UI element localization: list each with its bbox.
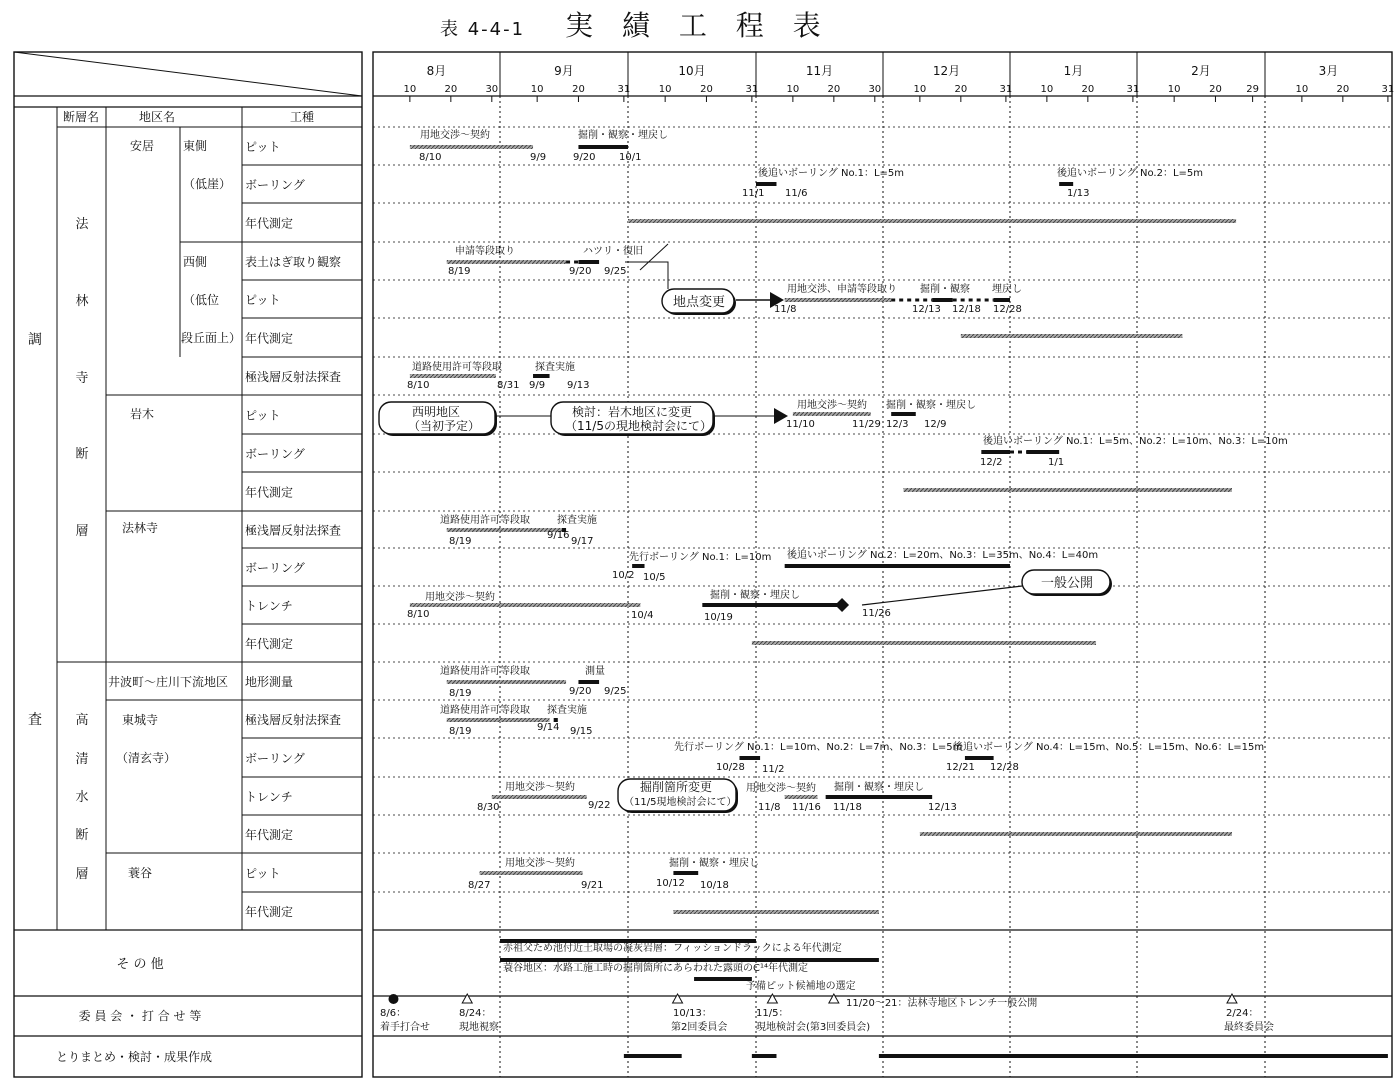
annotation-text: 先行ボーリング No.1：L=10m、No.2：L=7m、No.3：L=5m — [674, 742, 963, 753]
annotation-text: 10/12 — [656, 878, 685, 889]
day-tick-label: 20 — [444, 84, 458, 95]
area-label: 段丘面上） — [181, 331, 242, 345]
day-tick-label: 29 — [1246, 84, 1259, 95]
annotation-text: 10/18 — [700, 880, 729, 891]
row-label-other: そ の 他 — [116, 957, 164, 972]
month-label: 8月 — [426, 64, 447, 78]
day-tick-label: 31 — [1381, 84, 1395, 95]
bar-period — [785, 298, 892, 302]
annotation-text: ハツリ・復旧 — [583, 246, 643, 257]
annotation-text: 9/13 — [567, 380, 590, 391]
area-label: 岩木 — [130, 407, 155, 421]
annotation-text: 8/19 — [449, 726, 472, 737]
annotation-text: 道路使用許可等段取 — [440, 515, 530, 526]
bar-actual — [981, 450, 1010, 454]
bar-actual — [578, 145, 628, 149]
month-label: 12月 — [932, 64, 961, 78]
annotation-text: 申請等段取り — [455, 246, 515, 257]
annotation-text: 11/8 — [758, 802, 781, 813]
annotation-text: 12/21 — [946, 762, 975, 773]
annotation-text: 掘削・観察・埋戻し — [669, 858, 759, 869]
area-label: 井波町～庄川下流地区 — [108, 675, 229, 689]
annotation-text: 用地交渉～契約 — [505, 782, 575, 793]
table-number: 表 4-4-1 — [440, 19, 526, 40]
annotation-text: 12/9 — [924, 419, 947, 430]
annotation-text: 9/25 — [604, 266, 627, 277]
bar-actual — [1059, 182, 1073, 186]
bar-period — [410, 603, 641, 607]
day-tick-label: 10 — [786, 84, 800, 95]
area-label: （清玄寺） — [116, 751, 177, 765]
bar-period — [785, 795, 818, 799]
day-tick-label: 20 — [954, 84, 968, 95]
day-tick-label: 30 — [485, 84, 499, 95]
annotation-text: 8/19 — [449, 536, 472, 547]
bar-actual — [578, 680, 599, 684]
table-grid — [14, 52, 1392, 1077]
meeting-triangle-marker — [1227, 994, 1237, 1003]
work-label: ピット — [245, 140, 281, 154]
work-label: 地形測量 — [245, 675, 294, 689]
annotation-text: 11/10 — [786, 419, 815, 430]
annotation-text: 8/10 — [407, 609, 430, 620]
bar-actual — [500, 958, 879, 962]
annotation-text: 11/29 — [852, 419, 881, 430]
work-label: ピット — [245, 293, 281, 307]
annotation-text: 用地交渉～契約 — [746, 783, 816, 794]
fault-name-char: 水 — [75, 790, 89, 805]
annotation-text: 10/4 — [631, 610, 654, 621]
annotation-text: 検討：岩木地区に変更 — [572, 405, 693, 419]
area-label: （低崖） — [183, 177, 232, 191]
bar-actual — [739, 756, 760, 760]
annotation-text: 埋戻し — [992, 284, 1022, 295]
bar-actual — [702, 603, 842, 607]
work-label: ピット — [245, 408, 281, 423]
annotation-text: 最終委員会 — [1224, 1022, 1274, 1033]
annotation-text: 予備ピット候補地の選定 — [746, 981, 856, 992]
work-label: ボーリング — [245, 561, 305, 575]
area-label: 安居 — [130, 139, 155, 153]
annotation-text: 9/14 — [537, 722, 560, 733]
annotation-text: 用地交渉、申請等段取り — [787, 284, 897, 295]
day-tick-label: 10 — [1167, 84, 1181, 95]
bar-actual — [578, 260, 599, 264]
bar-period — [752, 641, 1096, 645]
annotation-text: 9/25 — [604, 686, 627, 697]
fault-name-char: 高 — [75, 713, 89, 728]
work-label: 極浅層反射法探査 — [245, 370, 342, 384]
annotation-text: 11/5： — [756, 1008, 789, 1019]
work-label: トレンチ — [245, 599, 293, 613]
annotation-text: 測量 — [585, 666, 605, 677]
annotation-text: 掘削・観察 — [920, 284, 970, 295]
work-label: トレンチ — [245, 790, 293, 804]
header-fault: 断層名 — [62, 110, 100, 124]
bar-actual — [673, 871, 698, 875]
bar-actual — [932, 298, 952, 302]
annotation-text: 蓑谷地区：水路工施工時の掘削箇所にあらわれた露頭のC¹⁴年代測定 — [503, 963, 808, 974]
annotation-text: 9/9 — [529, 380, 546, 391]
annotation-text: 11/16 — [792, 802, 821, 813]
annotation-text: 着手打合せ — [380, 1022, 430, 1033]
bar-period — [410, 374, 496, 378]
day-tick-label: 10 — [403, 84, 417, 95]
bar-actual — [624, 1054, 682, 1058]
day-tick-label: 10 — [530, 84, 544, 95]
day-tick-label: 20 — [572, 84, 585, 95]
month-label: 1月 — [1063, 64, 1084, 78]
annotation-text: 用地交渉～契約 — [797, 400, 867, 411]
bar-period — [447, 680, 566, 684]
table-title: 実 績 工 程 表 — [565, 9, 831, 42]
row-label-summary: とりまとめ・検討・成果作成 — [55, 1050, 213, 1064]
annotation-text: 9/21 — [581, 880, 604, 891]
annotation-text: 探査実施 — [547, 705, 587, 716]
day-tick-label: 10 — [658, 84, 672, 95]
annotation-text: 9/20 — [569, 266, 592, 277]
annotation-text: 一般公開 — [1041, 576, 1094, 591]
annotation-text: 12/28 — [990, 762, 1019, 773]
annotation-text: 赤祖父ため池付近土取場の凝灰岩層：フィッションドラックによる年代測定 — [503, 943, 842, 954]
bar-period — [903, 488, 1231, 492]
day-tick-label: 20 — [700, 84, 713, 95]
annotation-text: 12/2 — [980, 457, 1003, 468]
day-tick-label: 20 — [1209, 84, 1222, 95]
work-label: ピット — [245, 866, 281, 881]
annotation-text: 12/13 — [912, 304, 941, 315]
annotation-text: 後追いボーリング No.1：L=5m — [758, 168, 904, 179]
annotation-text: 10/13： — [673, 1008, 712, 1019]
annotation-text: 西明地区 — [412, 405, 461, 419]
annotation-text: 9/20 — [573, 152, 596, 163]
annotation-text: 1/13 — [1067, 188, 1090, 199]
row-label-committee: 委 員 会 ・ 打 合 せ 等 — [78, 1009, 202, 1023]
bar-actual — [994, 298, 1010, 302]
annotation-text: 用地交渉～契約 — [425, 592, 495, 603]
bar-period — [447, 260, 566, 264]
day-tick-label: 10 — [913, 84, 927, 95]
bar-period — [920, 832, 1232, 836]
annotation-text: 1/1 — [1048, 457, 1065, 468]
month-label: 11月 — [805, 64, 834, 78]
day-tick-label: 31 — [745, 84, 759, 95]
annotation-text: 10/5 — [643, 572, 666, 583]
fault-name-char: 林 — [75, 294, 89, 309]
day-tick-label: 20 — [1081, 84, 1095, 95]
bar-period — [961, 334, 1183, 338]
meeting-triangle-marker — [767, 994, 777, 1003]
annotation-text: 現地検討会(第3回委員会) — [756, 1022, 871, 1033]
bar-period — [628, 219, 1236, 223]
annotation-text: 11/1 — [742, 188, 765, 199]
annotation-text: 12/18 — [952, 304, 981, 315]
day-tick-label: 10 — [1040, 84, 1054, 95]
annotation-text: 8/24： — [459, 1008, 492, 1019]
annotation-text: 11/26 — [862, 608, 891, 619]
day-tick-label: 30 — [868, 84, 882, 95]
annotation-text: 後追いボーリング No.1：L=5m、No.2：L=10m、No.3：L=10m — [983, 436, 1288, 447]
fault-name-char: 層 — [75, 867, 89, 882]
work-label: ボーリング — [245, 751, 305, 766]
annotation-text: （11/5現地検討会にて） — [624, 797, 737, 808]
day-tick-label: 31 — [617, 84, 631, 95]
fault-name-char: 法 — [75, 217, 89, 232]
annotation-text: 後追いボーリング No.4：L=15m、No.5：L=15m、No.6：L=15m — [953, 742, 1265, 753]
work-label: ボーリング — [245, 447, 305, 461]
annotation-text: 掘削・観察・埋戻し — [834, 782, 924, 793]
annotation-text: 12/13 — [928, 802, 957, 813]
area-label: 蓑谷 — [128, 866, 153, 880]
bar-period — [480, 871, 583, 875]
annotation-text: 後追いボーリング No.2：L=5m — [1057, 168, 1203, 179]
bar-period — [447, 528, 562, 532]
annotation-text: 地点変更 — [673, 295, 726, 310]
annotation-text: 8/6： — [380, 1008, 407, 1019]
leader-line — [625, 262, 668, 289]
annotation-text: 先行ボーリング No.1：L=10m — [629, 552, 772, 563]
annotation-text: 12/3 — [886, 419, 909, 430]
work-label: 極浅層反射法探査 — [245, 713, 342, 727]
annotation-text: 8/30 — [477, 802, 500, 813]
work-label: 年代測定 — [245, 485, 294, 500]
month-label: 2月 — [1191, 64, 1211, 78]
annotation-text: 掘削・観察・埋戻し — [886, 400, 976, 411]
annotation-text: 9/20 — [569, 686, 592, 697]
area-label: 西側 — [183, 255, 208, 269]
annotation-text: 探査実施 — [557, 515, 597, 526]
annotation-text: 現地視察 — [459, 1022, 499, 1033]
bar-period — [793, 412, 871, 416]
bar-actual — [632, 564, 644, 568]
annotation-text: 8/19 — [449, 688, 472, 699]
annotation-text: 9/9 — [530, 152, 547, 163]
annotation-text: 後追いボーリング No.2：L=20m、No.3：L=35m、No.4：L=40m — [787, 550, 1099, 561]
day-tick-label: 20 — [1336, 84, 1350, 95]
annotation-text: 8/10 — [419, 152, 442, 163]
annotation-text: 10/28 — [716, 762, 745, 773]
annotation-text: 探査実施 — [535, 362, 575, 373]
annotation-text: （当初予定） — [408, 419, 481, 433]
meeting-filled-marker — [388, 994, 398, 1004]
bar-actual — [826, 795, 933, 799]
area-label: 東側 — [183, 139, 208, 153]
annotation-text: 2/24： — [1226, 1008, 1259, 1019]
annotation-text: 8/27 — [468, 880, 491, 891]
fault-name-char: 断 — [75, 828, 89, 843]
annotation-text: 9/16 — [547, 530, 570, 541]
annotation-text: 9/22 — [588, 800, 611, 811]
leader-line — [640, 244, 668, 270]
day-tick-label: 10 — [1295, 84, 1309, 95]
meeting-triangle-marker — [673, 994, 683, 1003]
bar-actual — [756, 182, 776, 186]
annotation-text: 8/19 — [448, 266, 471, 277]
annotation-text: 11/18 — [833, 802, 862, 813]
annotation-text: 12/28 — [993, 304, 1022, 315]
month-label: 9月 — [554, 64, 574, 78]
annotation-text: 11/8 — [774, 304, 797, 315]
annotation-text: （11/5の現地検討会にて） — [565, 419, 712, 433]
fault-name-char: 断 — [75, 447, 89, 462]
annotation-text: 掘削・観察・埋戻し — [710, 590, 800, 601]
month-label: 10月 — [678, 64, 706, 78]
fault-name-char: 寺 — [75, 371, 89, 386]
day-tick-label: 31 — [1126, 84, 1140, 95]
bar-actual — [752, 1054, 777, 1058]
annotation-text: 道路使用許可等段取 — [440, 705, 530, 716]
work-label: 年代測定 — [245, 905, 294, 919]
bar-actual — [965, 756, 994, 760]
public-day-diamond — [835, 598, 849, 612]
annotation-text: 用地交渉～契約 — [505, 858, 575, 869]
annotation-text: 9/15 — [570, 726, 593, 737]
work-label: 極浅層反射法探査 — [245, 523, 342, 538]
annotation-text: 11/20～21：法林寺地区トレンチ一般公開 — [846, 998, 1038, 1009]
bar-actual — [1026, 450, 1059, 454]
bar-actual — [533, 374, 550, 378]
annotation-text: 11/2 — [762, 764, 785, 775]
month-label: 3月 — [1318, 64, 1339, 78]
annotation-text: 用地交渉～契約 — [420, 130, 490, 141]
area-label: 法林寺 — [122, 521, 159, 535]
bar-actual — [785, 564, 1010, 568]
annotation-text: 道路使用許可等段取 — [412, 362, 502, 373]
work-label: 表土はぎ取り観察 — [245, 255, 342, 269]
meeting-triangle-marker — [829, 994, 839, 1003]
bar-period — [492, 795, 587, 799]
bar-period — [410, 145, 533, 149]
fault-name-char: 清 — [75, 752, 89, 767]
area-label: 東城寺 — [122, 713, 159, 727]
work-label: 年代測定 — [245, 331, 294, 346]
side-label: 査 — [28, 712, 42, 728]
header-work: 工種 — [289, 110, 315, 124]
annotation-text: 第2回委員会 — [671, 1022, 728, 1033]
annotation-text: 10/2 — [612, 570, 635, 581]
annotation-text: 道路使用許可等段取 — [440, 666, 530, 677]
bar-actual — [694, 977, 752, 981]
day-tick-label: 31 — [999, 84, 1013, 95]
annotation-text: 8/10 — [407, 380, 430, 391]
work-label: 年代測定 — [245, 216, 294, 231]
annotation-text: 掘削・観察・埋戻し — [578, 130, 668, 141]
annotation-text: 10/19 — [704, 612, 733, 623]
header-area: 地区名 — [138, 110, 176, 124]
side-label: 調 — [28, 332, 42, 348]
annotation-text: 9/17 — [571, 536, 594, 547]
bar-period — [447, 718, 550, 722]
work-label: 年代測定 — [245, 828, 294, 842]
annotation-text: 掘削箇所変更 — [640, 780, 713, 794]
day-tick-label: 20 — [827, 84, 841, 95]
annotation-text: 10/1 — [619, 152, 642, 163]
bar-period — [673, 910, 878, 914]
bar-actual — [879, 1054, 1388, 1058]
annotation-text: 11/6 — [785, 188, 808, 199]
header-diagonal — [14, 52, 362, 96]
annotation-text: 8/31 — [497, 380, 520, 391]
bar-actual — [891, 412, 916, 416]
leader-line — [862, 586, 1022, 605]
fault-name-char: 層 — [75, 524, 89, 539]
left-table-frame — [14, 52, 362, 1077]
work-label: 年代測定 — [245, 637, 294, 651]
work-label: ボーリング — [245, 178, 305, 192]
area-label: （低位 — [183, 293, 220, 307]
meeting-triangle-marker — [462, 994, 472, 1003]
